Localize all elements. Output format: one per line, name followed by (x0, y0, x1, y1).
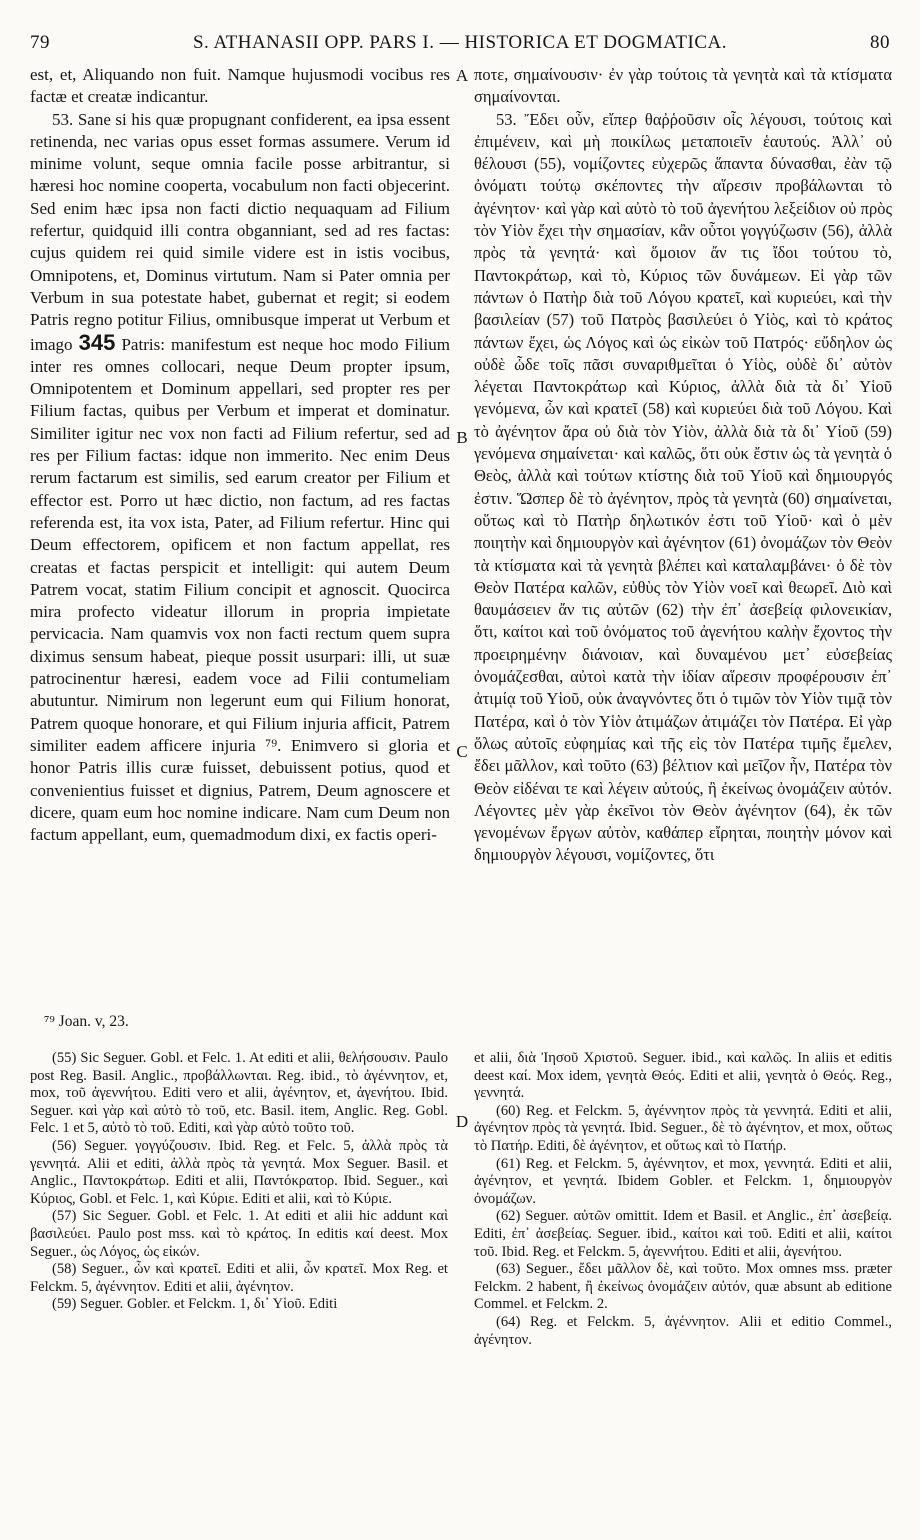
note: (64) Reg. et Felckm. 5, ἀγέννητον. Alii et editio Commel., ἀγένητον. (474, 1313, 892, 1348)
latin-text: 53. Sane si his quæ propugnant confiderent, ea ipsa essent retinenda, nec varias opus esset formas assumere. Verum id minime volunt, seque omnia facile posse arbitrantur, si hæresi hoc nomine cooperta, vocabulum non facti objecerint. Sed enim hæc ipsa non facti dictio nequaquam ad Filium refertur, quidquid illi contra obganniant, sed ad res factas: cujus quidem rei quid simile videre est in istis vocibus, Omnipotens, et, Dominus virtutum. Nam si Pater omnia per Verbum in sua potestate habet, gubernat et regit; si eodem Patris regno potitur Filius, omnibusque imperat ut Verbum et imago (30, 109, 450, 354)
note: (61) Reg. et Felckm. 5, ἀγέννητον, et mox, γεννητά. Editi et alii, ἀγένητον, et γενητά. Ibidem Gobler. et Felckm. 1, δημιουργὸν ὀνομάζων. (474, 1155, 892, 1207)
running-head (30, 32, 890, 60)
greek-paragraph: ποτε, σημαίνουσιν· ἐν γὰρ τούτοις τὰ γενητὰ καὶ τὰ κτίσματα σημαίνονται. (474, 65, 892, 107)
scripture-footnote: ⁷⁹ Joan. v, 23. (44, 1013, 129, 1030)
greek-column (474, 64, 892, 867)
note: et alii, διὰ Ἰησοῦ Χριστοῦ. Seguer. ibid., καὶ καλῶς. In aliis et editis deest καί. Mox idem, γενητὰ Θεός. Editi et alii, γενητὰ ὁ Θεός. Reg., γεννητά. (474, 1050, 892, 1102)
note: (56) Seguer. γογγύζουσιν. Ibid. Reg. et Felc. 5, ἀλλὰ πρὸς τὰ γεννητά. Alii et editi, ἀλλὰ πρὸς τὰ γενητά. Mox Seguer. Basil. et Anglic., Παντοκράτωρ. Editi et alii, Παντόκρατορ. Ibid. Seguer., καὶ Κύριος, Gobl. et Felc. 1, καὶ Κύριε. Editi et alii, καὶ τὸ Κύριε. (30, 1137, 448, 1207)
page-number-right: 80 (870, 32, 890, 53)
latin-text: Patris: manifestum est neque hoc modo Filium inter res omnes collocari, neque Deum propter ipsum, Omnipotentem et Dominum appellari, sed propter res per Filium factas, quibus per Verbum et imperat et dominatur. Similiter igitur nec vox non facti ad Filium refertur, sed ad res per Filium factas: idque non immerito. Nec enim Deus rerum factarum est similis, sed earum creator per Filium et effector est. Porro ut hæc dictio, non factum, ad res factas referenda est, ita vox ista, Pater, ad Filium refertur. Hinc qui Deum effectorem, opificem et non factum appellat, res creatas et factas perspicit et intelligit: qui autem Deum Patrem vocat, statim Filium concipit et agnoscit. Quocirca mira profecto videatur illorum in propria impietate pervicacia. Nam quamvis vox non facti rectum quem supra diximus sensum habeat, pieque possit usurpari: illi, ut suæ patrocinentur hæresi, eadem voce ad Filii contumeliam abutuntur. Nimirum non legerunt eum qui Filium honorat, Patrem quoque honorare, et qui Filium injuria afficit, Patrem similiter eadem afficere injuria ⁷⁹. Enimvero si gloria et honor Patris illis curæ fuisset, debuissent potius, quod et convenientius fuisset et dignius, Patrem, Deum agnoscere et dicere, quam eum hoc nomine indicare. Nam cum Deum non factum appellant, eum, quemadmodum dixi, ex factis operi- (30, 334, 450, 845)
note: (58) Seguer., ὧν καὶ κρατεῖ. Editi et alii, ὧν κρατεῖ. Mox Reg. et Felckm. 5, ἀγέννητον. Editi et alii, ἀγένητον. (30, 1261, 448, 1295)
latin-paragraph: est, et, Aliquando non fuit. Namque hujusmodi vocibus res factæ et creatæ indicantur. (30, 65, 450, 107)
margin-letter-b: B (456, 428, 468, 447)
margin-letter-a: A (455, 66, 469, 85)
note: (57) Sic Seguer. Gobl. et Felc. 1. At editi et alii hic addunt καὶ βασιλεύει. Paulo post mss. καὶ τὸ κράτος. In editis καί deest. Mox Seguer., ὡς Λόγος, ὡς εἰκών. (30, 1208, 448, 1260)
note: (62) Seguer. αὐτῶν omittit. Idem et Basil. et Anglic., ἐπ᾽ ἀσεβείᾳ. Editi, ἐπ᾽ ἀσεβείας. Seguer. ibid., καίτοι καὶ τοῦ. Editi et alii, καίτοι τοῦ. Ibid. Reg. et Felckm. 5, ἀγεννήτου. Editi et alii, ἀγενήτου. (474, 1208, 892, 1260)
running-title: S. ATHANASII OPP. PARS I. — HISTORICA ET DOGMATICA. (192, 32, 728, 53)
note: (55) Sic Seguer. Gobl. et Felc. 1. At editi et alii, θελήσουσιν. Paulo post Reg. Basil. Anglic., προβάλλωνται. Reg. ibid., τὸ ἀγέννητον, et, mox, τοῦ ἀγεννήτου. Editi vero et alii, ἀγένητον, et, ἀγενήτου. Ibid. Seguer. καὶ γὰρ καὶ αὐτὸ τὸ τοῦ, etc. Basil. item, Anglic. Reg. Gobl. Felc. 1 et 5, αὐτὸ τὸ τοῦ. Editi, καὶ γὰρ αὐτὸ τοῦτο τοῦ. (30, 1050, 448, 1137)
page-marker: 345 (78, 329, 116, 355)
note: (63) Seguer., ἔδει μᾶλλον δὲ, καὶ τοῦτο. Mox omnes mss. præter Felckm. 2 habent, ἢ ἐκείνως ὀνομάζειν αὐτόν, quæ absunt ab editione Commel. et Felckm. 2. (474, 1261, 892, 1313)
latin-column (30, 64, 450, 846)
margin-letter-c: C (456, 742, 468, 761)
margin-letter-d: D (455, 1112, 469, 1131)
greek-paragraph-53: 53. Ἔδει οὖν, εἴπερ θαῤῥοῦσιν οἷς λέγουσι, τούτοις καὶ ἐπιμένειν, καὶ μὴ ποικίλως μεταποιεῖν ἑαυτούς. Ἀλλ᾽ οὐ θέλουσι (55), νομίζοντες εὐχερῶς ἅπαντα δύνασθαι, ἐὰν τῷ ὀνόματι τούτῳ σκέποντες τὴν αἵρεσιν προβάλωνται τὸ ἀγένητον· καὶ γὰρ καὶ αὐτὸ τὸ τοῦ ἀγενήτου λεξείδιον οὐ πρὸς τὸν Υἱὸν ἔχει τὴν σημασίαν, κἂν οὗτοι γογγύζωσιν (56), ἀλλὰ πρὸς τὰ γενητά· καὶ ὅμοιον ἄν τις ἴδοι τούτου τὸ, Παντοκράτωρ, καὶ τὸ, Κύριος τῶν δυνάμεων. Εἰ γὰρ τῶν πάντων ὁ Πατὴρ διὰ τοῦ Λόγου κρατεῖ, καὶ κυριεύει, καὶ τὴν βασιλείαν (57) τοῦ Πατρὸς βασιλεύει ὁ Υἱὸς, καὶ τὸ κράτος πάντων ἔχει, ὡς Λόγος καὶ ὡς εἰκὼν τοῦ Πατρός· εὔδηλον ὡς οὐδὲ ὧδε τοῖς πᾶσι συναριθμεῖται ὁ Υἱὸς, οὐδὲ δι᾽ αὐτὸν λέγεται Παντοκράτωρ καὶ Κύριος, ἀλλὰ διὰ τὰ δι᾽ Υἱοῦ γενόμενα, ὧν καὶ κρατεῖ (58) καὶ κυριεύει διὰ τοῦ Λόγου. Καὶ τὸ ἀγένητον ἄρα οὐ διὰ τὸν Υἱὸν, ἀλλὰ διὰ τὰ δι᾽ Υἱοῦ (59) γενόμενα σημαίνεται· καὶ καλῶς, ὅτι οὐκ ἔστιν ὡς τὰ γενητὰ ὁ Θεὸς, ἀλλὰ καὶ τούτων κτίστης διὰ τοῦ Υἱοῦ καὶ δημιουργός ἐστιν. Ὥσπερ δὲ τὸ ἀγένητον, πρὸς τὰ γενητὰ (60) σημαίνεται, οὕτως καὶ τὸ Πατὴρ δηλωτικόν ἐστι τοῦ Υἱοῦ· καὶ ὁ μὲν ποιητὴν καὶ δημιουργὸν καὶ ἀγένητον (61) ὀνομάζων τὸν Θεὸν τὰ κτίσματα καὶ τὰ γενητὰ βλέπει καὶ καταλαμβάνει· ὁ δὲ τὸν Θεὸν Πατέρα καλῶν, εὐθὺς τὸν Υἱὸν νοεῖ καὶ θεωρεῖ. Διὸ καὶ θαυμάσειεν ἄν τις αὐτῶν (62) τὴν ἐπ᾽ ἀσεβείᾳ φιλονεικίαν, ὅτι, καίτοι καὶ τοῦ ὀνόματος τοῦ ἀγενήτου καλὴν ἔχοντος τὴν προειρημένην διάνοιαν, καὶ δυναμένου μετ᾽ εὐσεβείας ὀνομάζεσθαι, αὐτοὶ κατὰ τὴν ἰδίαν αἵρεσιν προφέρουσιν ἐπ᾽ ἀτιμίᾳ τοῦ Υἱοῦ, οὐκ ἀναγνόντες ὅτι ὁ τιμῶν τὸν Υἱὸν τιμᾷ τὸν Πατέρα, καὶ ὁ τὸν Υἱὸν ἀτιμάζων ἀτιμάζει τὸν Πατέρα. Εἰ γὰρ ὅλως αὐτοῖς εὐφημίας καὶ τῆς εἰς τὸν Πατέρα τιμῆς ἔμελεν, ἔδει μᾶλλον, καὶ τοῦτο (63) βέλτιον καὶ μεῖζον ἦν, Πατέρα τὸν Θεὸν εἰδέναι τε καὶ λέγειν αὐτούς, ἢ ἐκείνως ὀνομάζειν αὐτόν. Λέγοντες μὲν γὰρ ἐκεῖνοι τὸν Θεὸν ἀγένητον (64), ἐκ τῶν γενομένων ἔργων αὐτὸν, καθάπερ εἴρηται, ποιητὴν μόνον καὶ δημιουργὸν λέγουσι, νομίζοντες, ὅτι (474, 109, 892, 865)
note: (59) Seguer. Gobler. et Felckm. 1, δι᾽ Υἱοῦ. Editi (52, 1296, 338, 1313)
latin-paragraph-53 (30, 109, 450, 847)
notes-left-column (30, 1050, 448, 1314)
notes-right-column (474, 1050, 892, 1349)
page-number-left: 79 (30, 32, 50, 53)
note: (60) Reg. et Felckm. 5, ἀγέννητον πρὸς τὰ γεννητά. Editi et alii, ἀγένητον πρὸς τὰ γενητά. Ibid. Seguer., δὲ τὸ ἀγένητον, et mox, οὕτως τὸ Πατήρ. Editi, δὲ ἀγένητον, et οὕτως καὶ τὸ Πατήρ. (474, 1102, 892, 1154)
